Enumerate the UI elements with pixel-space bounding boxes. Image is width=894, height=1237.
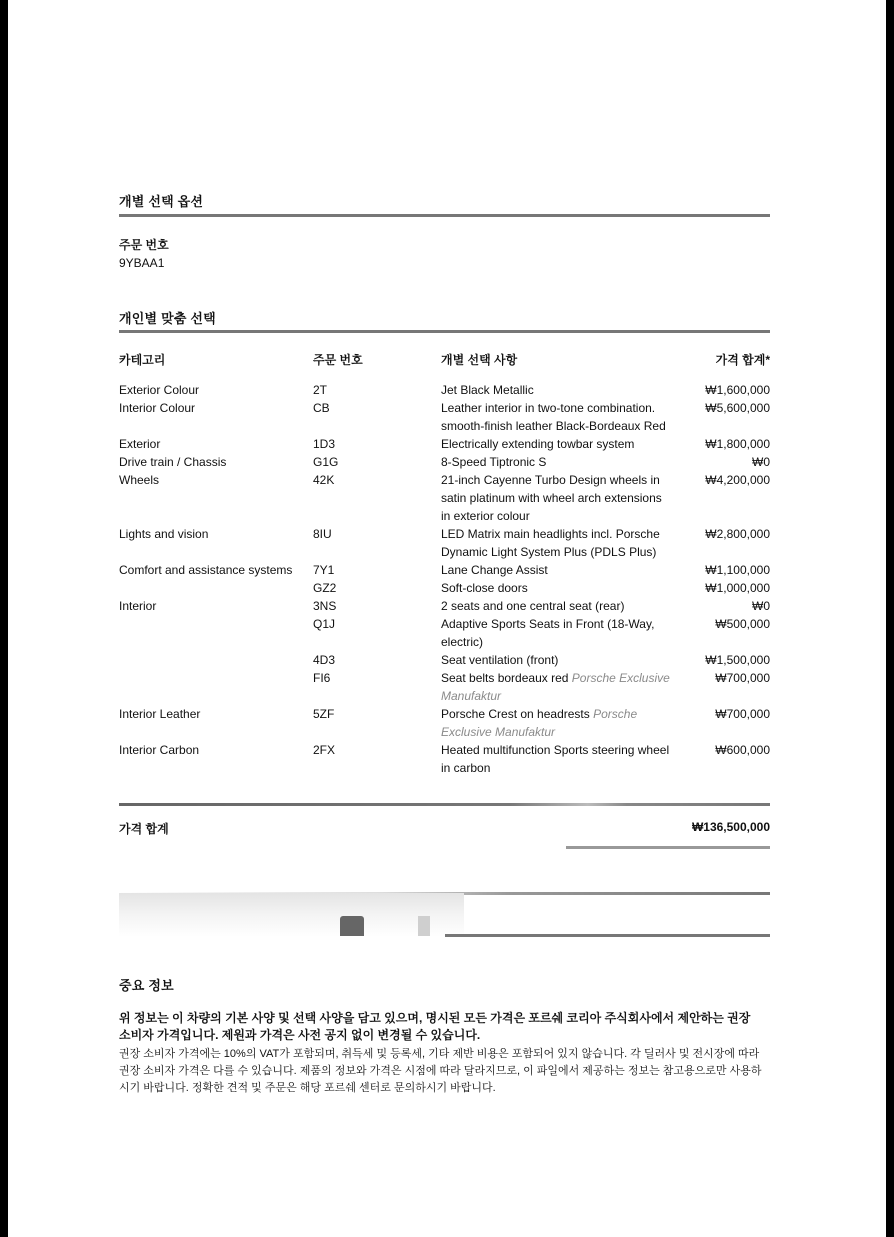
cell-code [313,561,441,579]
cell-option-text: Adaptive Sports Seats in Front (18-Way, electric) [441,617,655,649]
cell-price-text: ₩0 [752,455,770,469]
cell-code-text: 3NS [313,599,337,613]
cell-code-text: G1G [313,455,339,469]
cell-price-text: ₩0 [752,599,770,613]
cell-code-text: CB [313,401,330,415]
cell-option [441,597,673,615]
cell-option [441,705,673,741]
cell-code-text: 2FX [313,743,336,757]
exclusive-manufaktur-label: Porsche Exclusive Manufaktur [441,707,638,739]
cell-code [313,615,441,651]
cell-category-text: Lights and vision [119,527,209,541]
cell-category [119,741,313,777]
cell-option-text: Electrically extending towbar system [441,437,635,451]
cell-category [119,705,313,741]
cell-price [673,435,770,453]
cell-category [119,471,313,525]
table-row [119,741,770,777]
table-row [119,453,770,471]
cell-price [673,561,770,579]
cell-price-text: ₩1,800,000 [705,437,770,451]
cell-category [119,525,313,561]
cell-code-text: 5ZF [313,707,335,721]
header-code: 주문 번호 [313,353,363,367]
cell-code-text: GZ2 [313,581,337,595]
exclusive-manufaktur-label: Porsche Exclusive Manufaktur [441,671,670,703]
total-value: ₩136,500,000 [691,820,770,834]
options-table [119,351,770,777]
cell-option-text: Lane Change Assist [441,563,548,577]
table-row [119,471,770,525]
cell-price [673,471,770,525]
cell-option [441,453,673,471]
cell-category-text: Comfort and assistance systems [119,563,293,577]
section-divider [119,330,770,333]
cell-code [313,381,441,399]
cell-code [313,597,441,615]
cell-code [313,705,441,741]
cell-price [673,651,770,669]
table-row [119,435,770,453]
cell-code [313,579,441,597]
cell-price-text: ₩4,200,000 [705,473,770,487]
cell-option [441,561,673,579]
cell-code [313,471,441,525]
cell-option-text: Seat ventilation (front) [441,653,559,667]
cell-price-text: ₩1,100,000 [705,563,770,577]
table-row [119,705,770,741]
cell-option-text: Soft-close doors [441,581,528,595]
blurred-image-area [119,893,464,937]
table-row [119,615,770,651]
cell-price [673,597,770,615]
cell-category [119,597,313,615]
cell-category-text: Interior Colour [119,401,196,415]
cell-price-text: ₩600,000 [715,743,770,757]
cell-price [673,399,770,435]
cell-option [441,525,673,561]
cell-option [441,651,673,669]
cell-price-text: ₩1,600,000 [705,383,770,397]
cell-option-text: 2 seats and one central seat (rear) [441,599,625,613]
table-row [119,669,770,705]
cell-option [441,381,673,399]
cell-option-text: 8-Speed Tiptronic S [441,455,547,469]
cell-option [441,741,673,777]
cell-category [119,453,313,471]
cell-code [313,435,441,453]
cell-category [119,399,313,435]
table-row [119,561,770,579]
cell-option-text: Leather interior in two-tone combination. smooth-finish leather Black-Bordeaux Red [441,401,666,433]
cell-code-text: 1D3 [313,437,336,451]
cell-category-text: Interior [119,599,157,613]
cell-option-text: Jet Black Metallic [441,383,534,397]
cell-category-text: Exterior Colour [119,383,200,397]
table-row [119,651,770,669]
cell-option-text: LED Matrix main headlights incl. Porsche Dynamic Light System Plus (PDLS Plus) [441,527,660,559]
cell-price-text: ₩5,600,000 [705,401,770,415]
cell-code-text: 2T [313,383,328,397]
cell-price [673,615,770,651]
cell-code-text: Q1J [313,617,336,631]
divider-faded [566,846,770,849]
table-header-row [119,351,770,381]
cell-category [119,381,313,399]
cell-price-text: ₩700,000 [715,707,770,721]
cell-option-text: Seat belts bordeaux red [441,671,569,685]
cell-price [673,453,770,471]
cell-code [313,399,441,435]
cell-option [441,579,673,597]
cell-price-text: ₩500,000 [715,617,770,631]
cell-price [673,525,770,561]
cell-code [313,525,441,561]
info-body-text: 권장 소비자 가격에는 10%의 VAT가 포함되며, 취득세 및 등록세, 기타 제반 비용은 포함되어 있지 않습니다. 각 딜러사 및 전시장에 따라 권장 소비자 가격은 다를 수 있습니다. 제품의 정보와 가격은 시점에 따라 달라지므로, 이 파일에서 제공하는 정보는 참고용으로만 사용하시기 바랍니다. 정확한 견적 및 주문은 해당 포르쉐 센터로 문의하시기 바랍니다. [119,1048,762,1094]
options-table-body [119,381,770,777]
order-number-label: 주문 번호 [119,238,169,252]
cell-category-text: Interior Leather [119,707,201,721]
cell-code [313,651,441,669]
cell-code-text: 4D3 [313,653,336,667]
cell-category [119,615,313,651]
cell-code-text: FI6 [313,671,331,685]
cell-category [119,435,313,453]
cell-price-text: ₩1,000,000 [705,581,770,595]
header-category: 카테고리 [119,353,166,367]
cell-option [441,669,673,705]
cell-category-text: Drive train / Chassis [119,455,227,469]
table-row [119,579,770,597]
cell-price [673,669,770,705]
table-row [119,381,770,399]
cell-price [673,381,770,399]
options-table-wrapper [119,351,770,777]
header-price: 가격 합계* [715,353,770,367]
blurred-shape [418,916,430,936]
order-number-value: 9YBAA1 [119,256,165,270]
info-bold-text: 위 정보는 이 차량의 기본 사양 및 선택 사양을 담고 있으며, 명시된 모든 가격은 포르쉐 코리아 주식회사에서 제안하는 권장 소비자 가격입니다. 제원과 가격은 사전 공지 없이 변경될 수 있습니다. [119,1011,751,1042]
section-divider [119,214,770,217]
cell-price [673,741,770,777]
cell-category-text: Exterior [119,437,161,451]
total-label: 가격 합계 [119,822,169,836]
cell-category-text: Interior Carbon [119,743,200,757]
cell-category [119,651,313,669]
cell-code [313,741,441,777]
cell-code-text: 42K [313,473,335,487]
table-row [119,597,770,615]
header-option: 개별 선택 사항 [441,353,518,367]
table-row [119,525,770,561]
cell-code [313,453,441,471]
cell-price-text: ₩1,500,000 [705,653,770,667]
table-row [119,399,770,435]
cell-price [673,579,770,597]
cell-code-text: 8IU [313,527,332,541]
cell-category [119,669,313,705]
divider-faded [445,934,770,937]
cell-category [119,561,313,579]
section-title-personal: 개인별 맞춤 선택 [119,311,216,326]
cell-code-text: 7Y1 [313,563,335,577]
cell-option [441,435,673,453]
info-title: 중요 정보 [119,978,174,993]
cell-code [313,669,441,705]
cell-option-text: Heated multifunction Sports steering wheel in carbon [441,743,670,775]
cell-price-text: ₩2,800,000 [705,527,770,541]
cell-price [673,705,770,741]
cell-price-text: ₩700,000 [715,671,770,685]
cell-category-text: Wheels [119,473,160,487]
cell-option [441,471,673,525]
cell-option-text: Porsche Crest on headrests [441,707,590,721]
section-title-options: 개별 선택 옵션 [119,194,204,209]
blurred-shape [340,916,364,936]
cell-category [119,579,313,597]
cell-option [441,615,673,651]
cell-option-text: 21-inch Cayenne Turbo Design wheels in satin platinum with wheel arch extensions in exterior colour [441,473,662,523]
cell-option [441,399,673,435]
total-divider [119,803,770,806]
